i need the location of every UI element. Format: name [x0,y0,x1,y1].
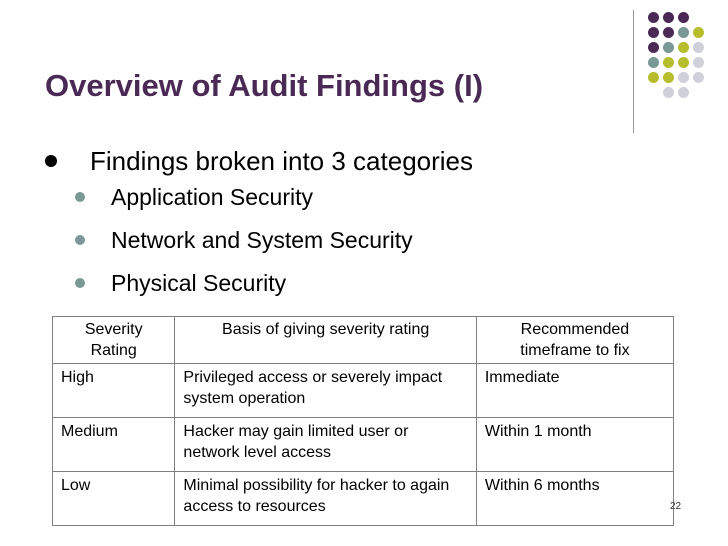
decorative-dot [663,12,674,23]
severity-cell: High [53,364,175,418]
table-row [53,418,674,472]
header-severity-rating: Severity Rating [53,317,175,364]
table-row [53,472,674,526]
sub-bullet-dot-icon [75,192,85,202]
decorative-dot [663,27,674,38]
decorative-dot [693,57,704,68]
decorative-dot [663,42,674,53]
slide-title: Overview of Audit Findings (I) [45,68,484,103]
basis-cell: Hacker may gain limited user or network level access [175,418,476,472]
decorative-dot [663,72,674,83]
header-basis: Basis of giving severity rating [175,317,476,364]
basis-cell: Minimal possibility for hacker to again access to resources [175,472,476,526]
decorative-dot [648,27,659,38]
severity-cell: Medium [53,418,175,472]
decorative-dot [663,87,674,98]
decorative-dot [648,12,659,23]
decorative-dot [648,72,659,83]
decorative-dot [678,72,689,83]
decorative-dot [678,57,689,68]
header-timeframe: Recommended timeframe to fix [476,317,673,364]
decorative-dot [648,57,659,68]
table-header-row [53,317,674,364]
decorative-dot [678,42,689,53]
sub-bullet-text: Network and System Security [111,227,413,253]
decorative-dot [648,42,659,53]
decorative-dot [693,27,704,38]
basis-cell: Privileged access or severely impact system operation [175,364,476,418]
decorative-dot [693,42,704,53]
decorative-dot [678,87,689,98]
sub-bullet-text: Physical Security [111,270,287,296]
decorative-dot [678,27,689,38]
sub-bullet-dot-icon [75,278,85,288]
page-number: 22 [670,501,682,512]
timeframe-cell: Within 6 months [476,472,673,526]
decorative-dot [693,72,704,83]
sub-bullet-text: Application Security [111,184,313,210]
main-bullet-text: Findings broken into 3 categories [90,146,474,176]
decorative-dot [663,57,674,68]
sub-bullet-dot-icon [75,235,85,245]
severity-table [52,316,674,526]
severity-cell: Low [53,472,175,526]
decorative-divider [633,10,634,133]
decorative-dot [678,12,689,23]
timeframe-cell: Within 1 month [476,418,673,472]
bullet-dot-icon [45,155,57,167]
timeframe-cell: Immediate [476,364,673,418]
table-row [53,364,674,418]
